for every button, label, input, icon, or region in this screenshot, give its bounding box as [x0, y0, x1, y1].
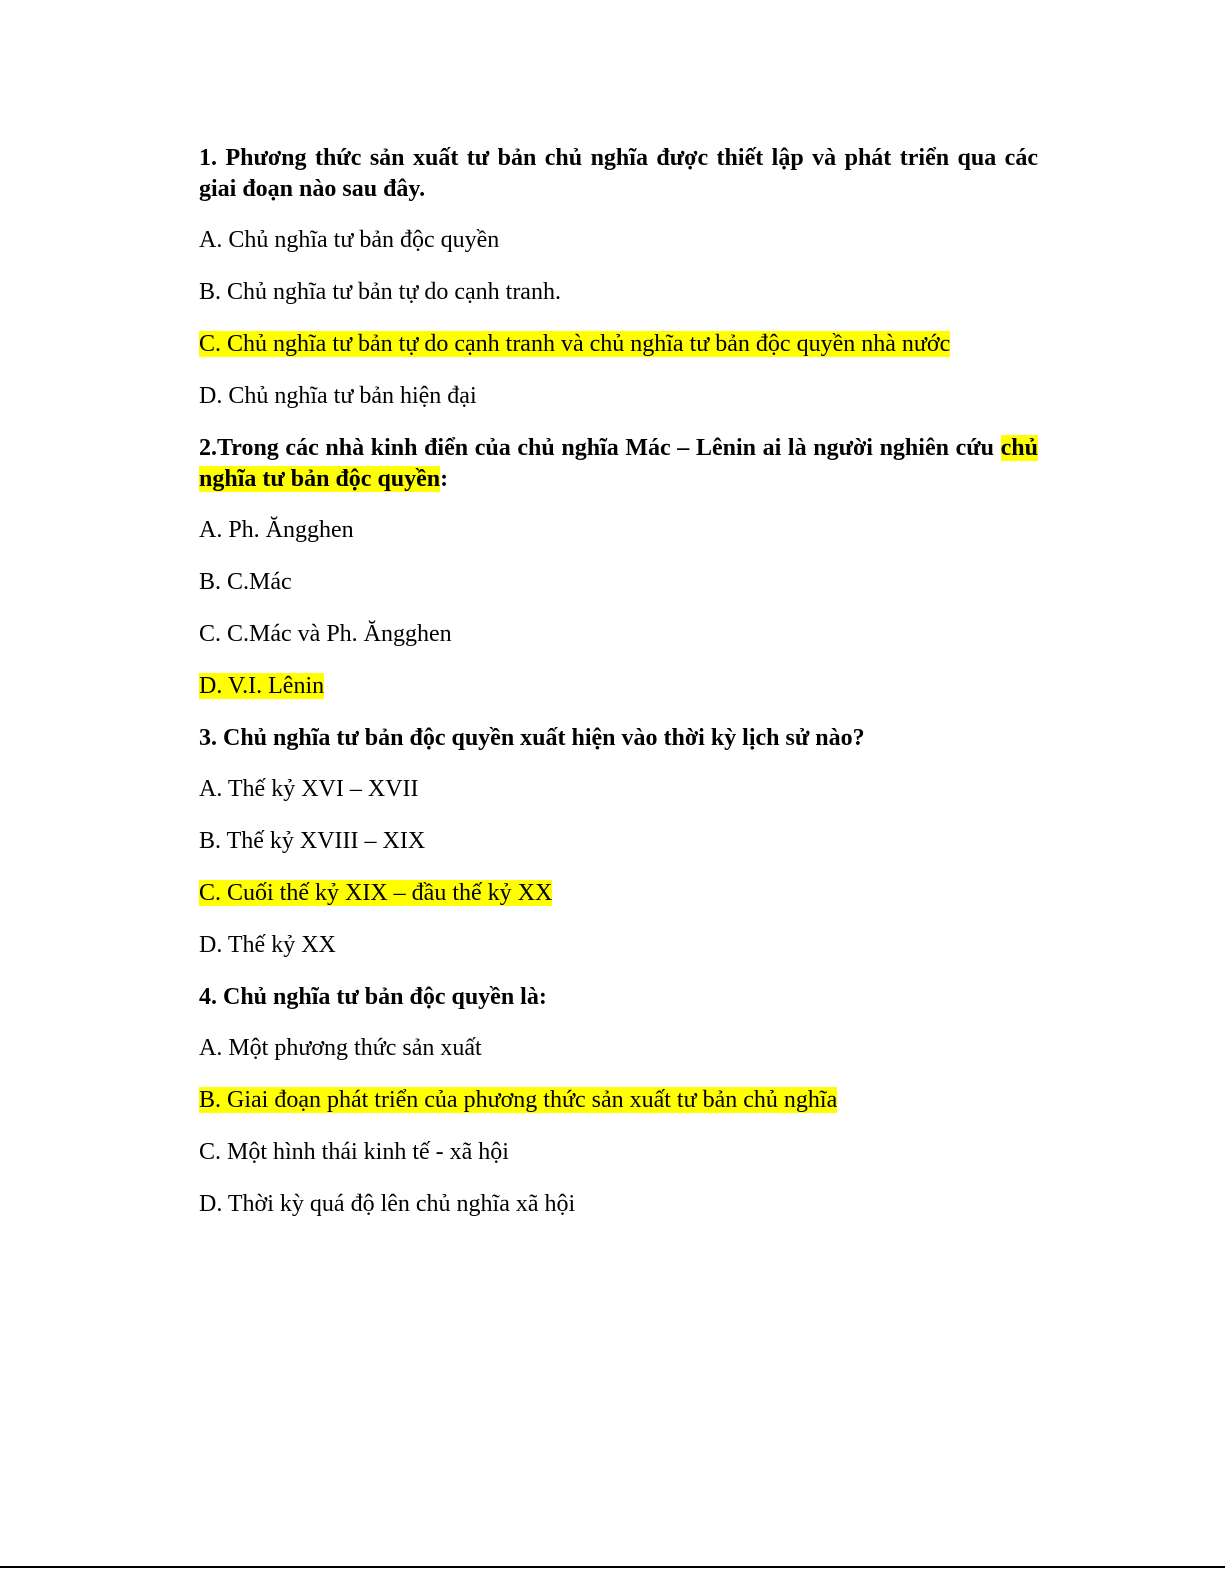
question-2-option-c	[199, 619, 1038, 650]
option-text: D. Thời kỳ quá độ lên chủ nghĩa xã hội	[199, 1191, 576, 1217]
option-text: B. C.Mác	[199, 569, 292, 595]
highlighted-answer: B. Giai đoạn phát triển của phương thức sản xuất tư bản chủ nghĩa	[199, 1087, 838, 1113]
option-text: D. Thế kỷ XX	[199, 932, 336, 958]
highlighted-answer: C. Chủ nghĩa tư bản tự do cạnh tranh và chủ nghĩa tư bản độc quyền nhà nước	[199, 331, 951, 357]
question-1-option-d	[199, 381, 1038, 412]
highlighted-answer: C. Cuối thế kỷ XIX – đầu thế kỷ XX	[199, 880, 553, 906]
page-bottom-border	[0, 1566, 1225, 1568]
question-4-option-a	[199, 1033, 1038, 1064]
option-text: B. Thế kỷ XVIII – XIX	[199, 828, 426, 854]
option-text: A. Một phương thức sản xuất	[199, 1035, 482, 1061]
option-text: A. Chủ nghĩa tư bản độc quyền	[199, 227, 500, 253]
option-text: D. Chủ nghĩa tư bản hiện đại	[199, 383, 477, 409]
question-2-text-highlight: chủ nghĩa tư bản độc quyền	[199, 435, 1038, 492]
question-2-text-after: :	[440, 466, 449, 492]
question-block-3	[199, 723, 1038, 961]
option-text: A. Thế kỷ XVI – XVII	[199, 776, 419, 802]
question-2-text-before: 2.Trong các nhà kinh điển của chủ nghĩa Mác – Lênin ai là người nghiên cứu	[199, 435, 1001, 461]
question-block-2	[199, 433, 1038, 702]
question-3-option-a	[199, 774, 1038, 805]
quiz-content	[199, 143, 1038, 1241]
question-3-option-c	[199, 878, 1038, 909]
question-1-option-b	[199, 277, 1038, 308]
option-text: C. C.Mác và Ph. Ăngghen	[199, 621, 452, 647]
question-block-1	[199, 143, 1038, 412]
question-2-option-a	[199, 515, 1038, 546]
option-text: C. Một hình thái kinh tế - xã hội	[199, 1139, 509, 1165]
question-1-option-a	[199, 225, 1038, 256]
question-2-option-b	[199, 567, 1038, 598]
question-1-text: 1. Phương thức sản xuất tư bản chủ nghĩa được thiết lập và phát triển qua các giai đoạn nào sau đây.	[199, 145, 1038, 202]
question-2-text	[199, 433, 1038, 495]
question-2-option-d	[199, 671, 1038, 702]
question-3-option-d	[199, 930, 1038, 961]
question-4-option-c	[199, 1137, 1038, 1168]
question-3-text: 3. Chủ nghĩa tư bản độc quyền xuất hiện vào thời kỳ lịch sử nào?	[199, 725, 865, 751]
question-3-option-b	[199, 826, 1038, 857]
question-1-option-c	[199, 329, 1038, 360]
question-4-option-d	[199, 1189, 1038, 1220]
option-text: B. Chủ nghĩa tư bản tự do cạnh tranh.	[199, 279, 561, 305]
question-4-option-b	[199, 1085, 1038, 1116]
question-block-4	[199, 982, 1038, 1220]
question-4-text: 4. Chủ nghĩa tư bản độc quyền là:	[199, 984, 547, 1010]
option-text: A. Ph. Ăngghen	[199, 517, 354, 543]
highlighted-answer: D. V.I. Lênin	[199, 673, 325, 699]
